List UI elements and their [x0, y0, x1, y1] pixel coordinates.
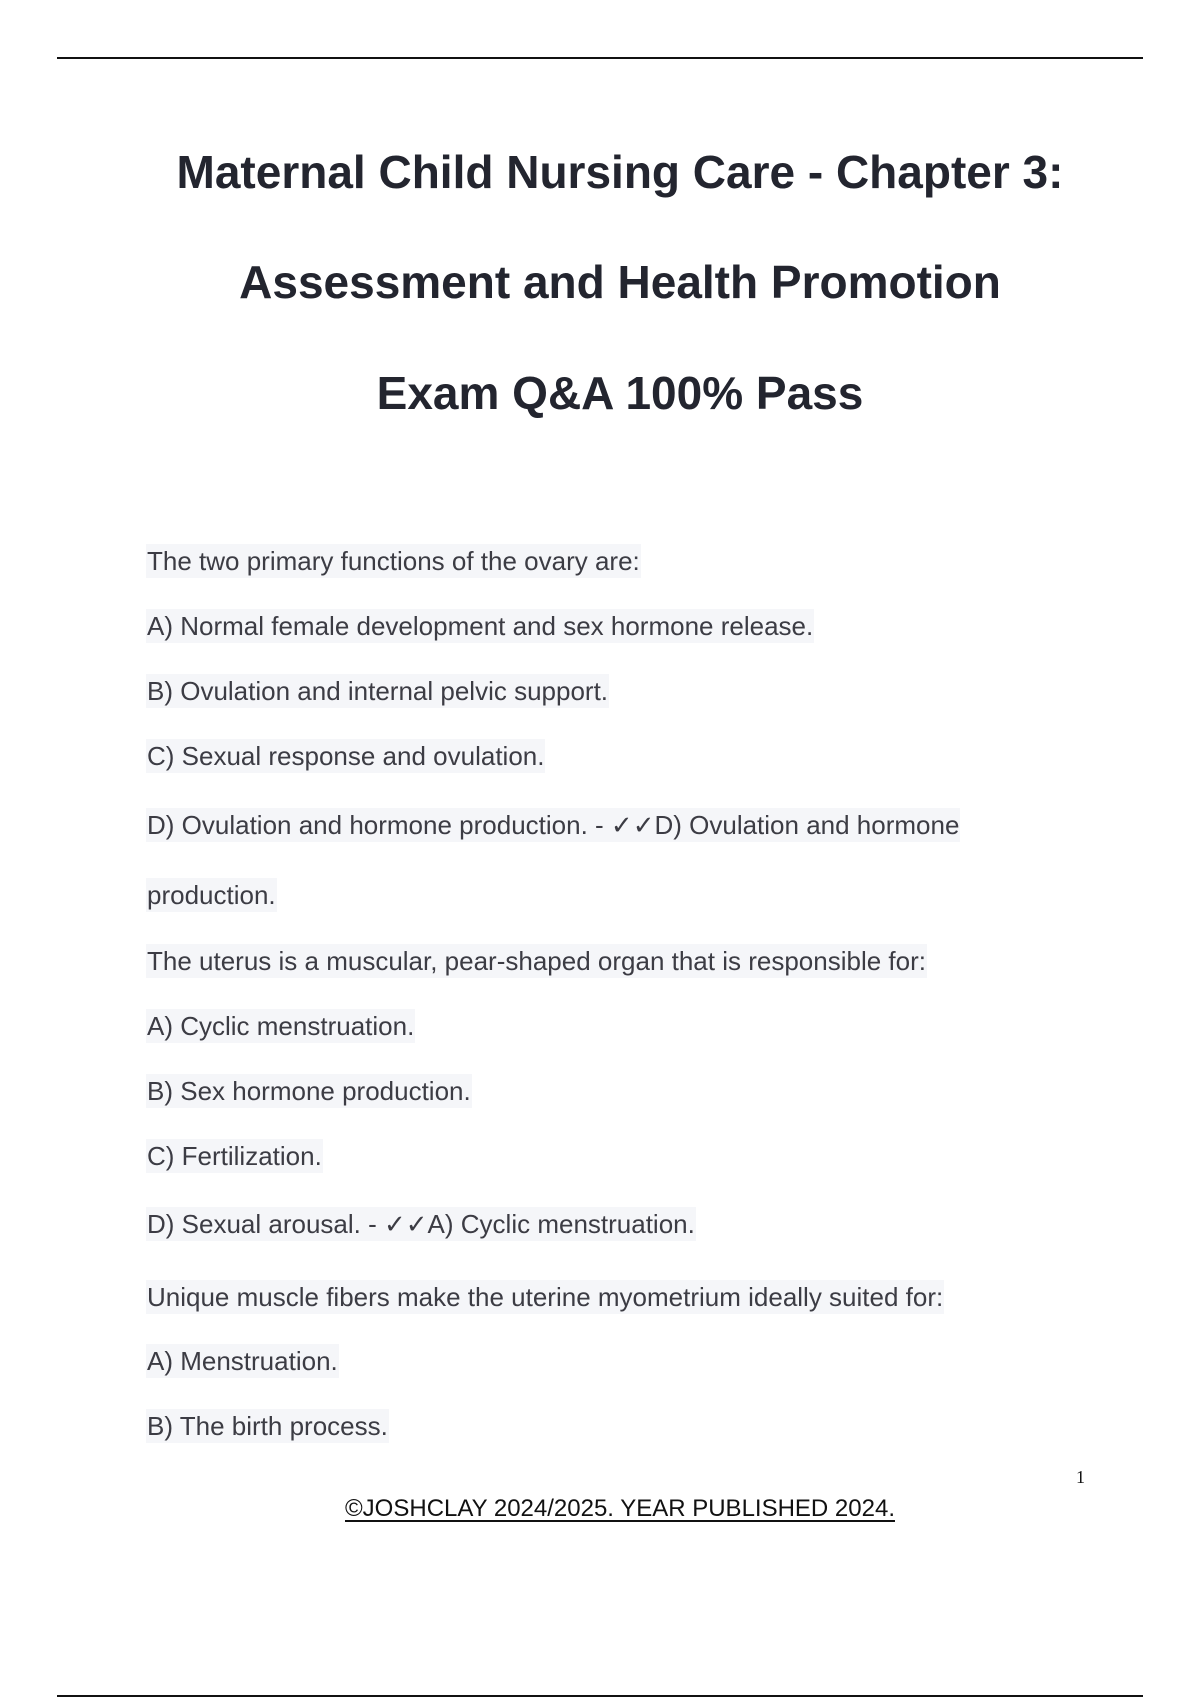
- footer-copyright: ©JOSHCLAY 2024/2025. YEAR PUBLISHED 2024.: [345, 1495, 895, 1522]
- title-line-1: Maternal Child Nursing Care - Chapter 3:: [176, 146, 1064, 198]
- title-line-2: Assessment and Health Promotion: [239, 256, 1001, 308]
- question-3-option-a: A) Menstruation.: [147, 1346, 338, 1376]
- bottom-rule: [57, 1695, 1143, 1697]
- top-rule: [57, 57, 1143, 59]
- question-1-option-a: A) Normal female development and sex hormone release.: [147, 611, 814, 641]
- footer: [0, 1495, 1200, 1523]
- question-1-option-d-answer: D) Ovulation and hormone production. - ✓✓D) Ovulation and hormone: [147, 810, 960, 840]
- question-2-option-c: C) Fertilization.: [147, 1141, 322, 1171]
- question-2-option-b: B) Sex hormone production.: [147, 1076, 471, 1106]
- page-number: 1: [1076, 1467, 1085, 1487]
- question-2-option-a: A) Cyclic menstruation.: [147, 1011, 415, 1041]
- question-2-option-d-answer: D) Sexual arousal. - ✓✓A) Cyclic menstruation.: [147, 1209, 695, 1239]
- question-3-option-b: B) The birth process.: [147, 1411, 388, 1441]
- title-line-3: Exam Q&A 100% Pass: [376, 367, 864, 419]
- question-1-answer-continued: production.: [147, 880, 276, 910]
- question-1-text: The two primary functions of the ovary are:: [147, 546, 640, 576]
- question-3-text: Unique muscle fibers make the uterine myometrium ideally suited for:: [147, 1282, 944, 1312]
- question-1-option-b: B) Ovulation and internal pelvic support.: [147, 676, 609, 706]
- question-2-text: The uterus is a muscular, pear-shaped organ that is responsible for:: [147, 946, 926, 976]
- question-1-option-c: C) Sexual response and ovulation.: [147, 741, 545, 771]
